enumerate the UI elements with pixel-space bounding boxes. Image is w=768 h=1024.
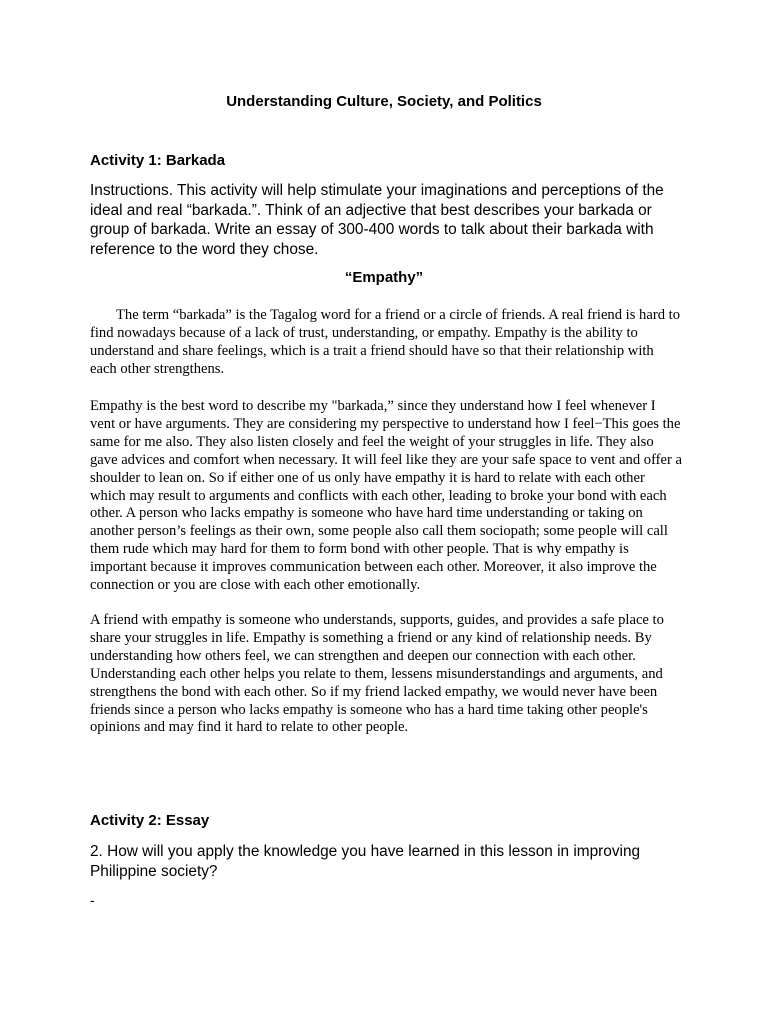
essay-title: “Empathy” (344, 269, 424, 286)
document-title: Understanding Culture, Society, and Politics (226, 93, 542, 110)
essay-paragraph-3: A friend with empathy is someone who understands, supports, guides, and provides a safe place to share your struggles in life. Empathy is something a friend or any kind of relationship needs. By understanding how others feel, we can strengthen and deepen our connection with each other. Understanding each other helps you relate to them, lessens misunderstandings and arguments, and strengthens the bond with each other. So if my friend lacked empathy, we would never have been friends since a person who lacks empathy is someone who has a hard time taking other people's opinions and may find it hard to relate to other people. (90, 612, 664, 736)
essay-paragraph-2: Empathy is the best word to describe my "barkada,” since they understand how I feel whenever I vent or have arguments. They are considering my perspective to understand how I feel−This goes the same for me also. They also listen closely and feel the weight of your struggles in life. They also gave advices and comfort when necessary. It will feel like they are your safe space to vent and offer a shoulder to lean on. So if either one of us only have empathy it is hard to relate with each other which may result to arguments and conflicts with each other, leading to broke your bond with each other. A person who lacks empathy is someone who have hard time understanding or taking on another person’s feelings as their own, some people also call them sociopath; some people will call them rude which may hard for them to form bond with other people. That is why empathy is important because it improves communication between each other. Moreover, it also improve the connection or you are close with each other emotionally. (90, 398, 683, 594)
activity-1-heading: Activity 1: Barkada (90, 152, 226, 169)
activity-2-answer: - (90, 892, 95, 908)
activity-2-question: 2. How will you apply the knowledge you have learned in this lesson in improving Philippine society? (90, 843, 641, 880)
essay-paragraph-1: The term “barkada” is the Tagalog word for a friend or a circle of friends. A real friend is hard to find nowadays because of a lack of trust, understanding, or empathy. Empathy is the ability to understand and share feelings, which is a trait a friend should have so that their relationship with each other strengthens. (90, 307, 680, 377)
activity-2-heading: Activity 2: Essay (90, 812, 210, 829)
activity-1-instructions: Instructions. This activity will help stimulate your imaginations and perceptions of the ideal and real “barkada.”. Think of an adjective that best describes your barkada or group of barkada. Write an essay of 300-400 words to talk about their barkada with reference to the word they chose. (90, 182, 664, 258)
